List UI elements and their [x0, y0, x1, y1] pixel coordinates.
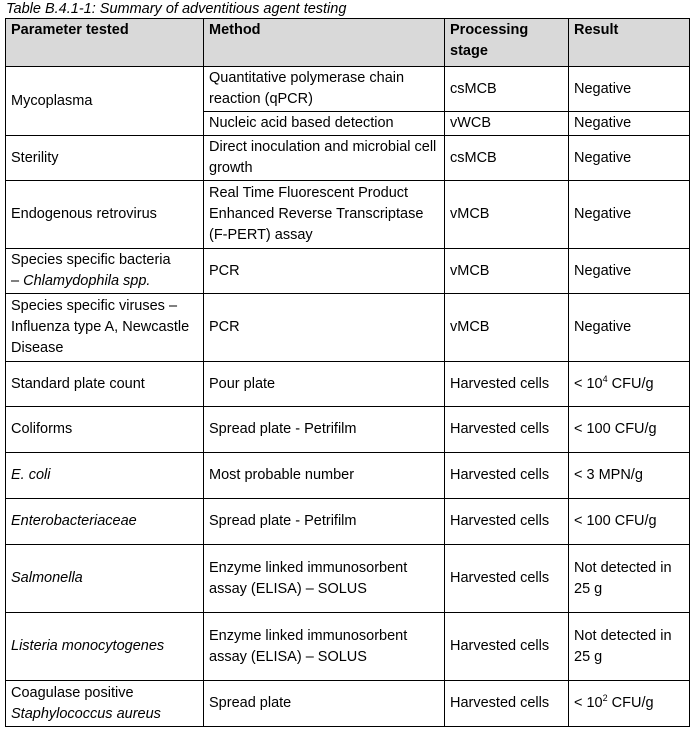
stage-cell: vMCB [445, 294, 569, 362]
method-cell: PCR [204, 249, 445, 294]
table-row [6, 681, 690, 727]
header-result: Result [569, 19, 690, 67]
method-cell: Real Time Fluorescent Product Enhanced Reverse Transcriptase (F-PERT) assay [204, 181, 445, 249]
table-row [6, 613, 690, 681]
method-cell: Pour plate [204, 362, 445, 407]
table-row [6, 294, 690, 362]
table-row [6, 181, 690, 249]
stage-cell: Harvested cells [445, 407, 569, 453]
table-row [6, 67, 690, 112]
result-cell: Negative [569, 181, 690, 249]
method-cell: Quantitative polymerase chain reaction (qPCR) [204, 67, 445, 112]
method-cell: Spread plate - Petrifilm [204, 499, 445, 545]
table-row [6, 136, 690, 181]
stage-cell: csMCB [445, 67, 569, 112]
method-cell: Direct inoculation and microbial cell growth [204, 136, 445, 181]
parameter-cell: Standard plate count [6, 362, 204, 407]
table-row [6, 407, 690, 453]
stage-cell: csMCB [445, 136, 569, 181]
result-cell: Negative [569, 112, 690, 136]
stage-cell: Harvested cells [445, 681, 569, 727]
method-cell: Enzyme linked immunosorbent assay (ELISA) – SOLUS [204, 545, 445, 613]
dash-text: – [11, 273, 24, 289]
result-cell: Not detected in 25 g [569, 545, 690, 613]
result-cell: Negative [569, 294, 690, 362]
result-text: < 10 [574, 375, 603, 392]
result-cell: Negative [569, 67, 690, 112]
result-text: < 10 [574, 695, 603, 711]
method-cell: Spread plate - Petrifilm [204, 407, 445, 453]
method-cell: Enzyme linked immunosorbent assay (ELISA) – SOLUS [204, 613, 445, 681]
stage-cell: Harvested cells [445, 613, 569, 681]
table-row [6, 453, 690, 499]
table-row [6, 249, 690, 294]
stage-cell: Harvested cells [445, 545, 569, 613]
result-unit: CFU/g [607, 695, 654, 711]
result-cell [569, 681, 690, 727]
table-row [6, 362, 690, 407]
parameter-cell: E. coli [6, 453, 204, 499]
parameter-cell [6, 249, 204, 294]
method-cell: PCR [204, 294, 445, 362]
method-cell: Spread plate [204, 681, 445, 727]
header-method: Method [204, 19, 445, 67]
result-cell: Negative [569, 249, 690, 294]
parameter-cell: Coliforms [6, 407, 204, 453]
result-cell: < 100 CFU/g [569, 499, 690, 545]
stage-cell: Harvested cells [445, 499, 569, 545]
parameter-cell [6, 681, 204, 727]
adventitious-agent-table [5, 18, 690, 727]
stage-cell: Harvested cells [445, 362, 569, 407]
table-row [6, 499, 690, 545]
parameter-cell: Salmonella [6, 545, 204, 613]
species-name: Chlamydophila spp. [23, 273, 151, 289]
header-parameter: Parameter tested [6, 19, 204, 67]
result-unit: CFU/g [607, 375, 654, 392]
table-caption: Table B.4.1-1: Summary of adventitious agent testing [6, 1, 347, 17]
parameter-cell: Enterobacteriaceae [6, 499, 204, 545]
parameter-cell: Mycoplasma [6, 67, 204, 136]
parameter-text: Species specific bacteria [11, 252, 171, 268]
parameter-cell: Sterility [6, 136, 204, 181]
result-cell: < 3 MPN/g [569, 453, 690, 499]
parameter-cell: Listeria monocytogenes [6, 613, 204, 681]
method-cell: Most probable number [204, 453, 445, 499]
stage-cell: vWCB [445, 112, 569, 136]
species-name: Staphylococcus aureus [11, 705, 161, 722]
header-stage: Processing stage [445, 19, 569, 67]
result-cell: Not detected in 25 g [569, 613, 690, 681]
stage-cell: Harvested cells [445, 453, 569, 499]
stage-cell: vMCB [445, 249, 569, 294]
result-cell: < 100 CFU/g [569, 407, 690, 453]
stage-cell: vMCB [445, 181, 569, 249]
method-cell: Nucleic acid based detection [204, 112, 445, 136]
exponent: 4 [602, 373, 608, 384]
header-row [6, 19, 690, 67]
exponent: 2 [602, 693, 608, 704]
parameter-text: Coagulase positive [11, 684, 134, 701]
parameter-cell: Endogenous retrovirus [6, 181, 204, 249]
table-row [6, 545, 690, 613]
parameter-cell: Species specific viruses – Influenza type A, Newcastle Disease [6, 294, 204, 362]
result-cell [569, 362, 690, 407]
result-cell: Negative [569, 136, 690, 181]
